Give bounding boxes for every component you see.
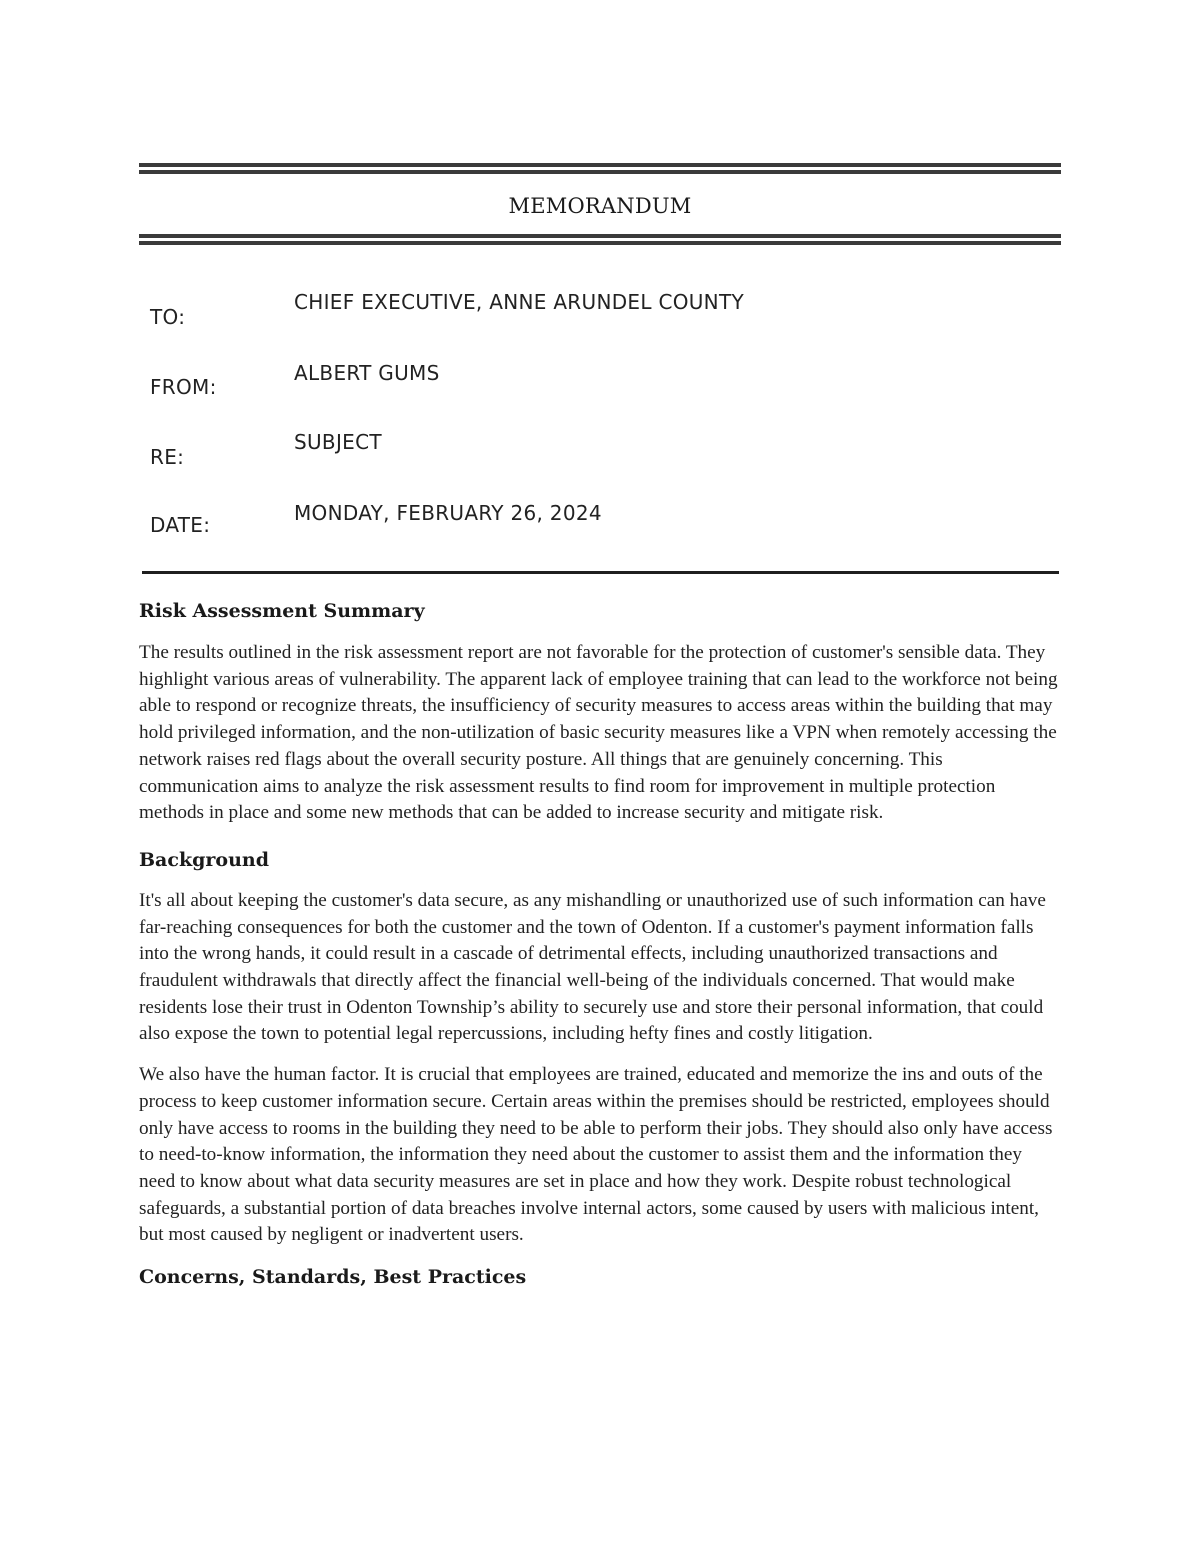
from-value: ALBERT GUMS: [294, 361, 440, 385]
bottom-rule: [139, 234, 1061, 248]
memo-body: [139, 596, 1061, 1292]
re-label: RE:: [150, 445, 185, 469]
background-heading: Background: [139, 848, 269, 871]
summary-heading: Risk Assessment Summary: [139, 600, 425, 622]
concerns-heading: Concerns, Standards, Best Practices: [139, 1266, 527, 1289]
to-label: TO:: [150, 305, 186, 329]
background-paragraph-1: It's all about keeping the customer's data secure, as any mishandling or unauthorized use of such information can have far-reaching consequences for both the customer and the town of Odenton. If a customer's payment information falls into the wrong hands, it could result in a cascade of detrimental effects, including unauthorized transactions and fraudulent withdrawals that directly affect the financial well-being of the individuals concerned. That would make residents lose their trust in Odenton Township’s ability to securely use and store their personal information, that could also expose the town to potential legal repercussions, including hefty fines and costly litigation.: [139, 889, 1046, 1045]
background-paragraph-2: We also have the human factor. It is crucial that employees are trained, educated and memorize the ins and outs of the process to keep customer information secure. Certain areas within the premises should be restricted, employees should only have access to rooms in the building they need to be able to perform their jobs. They should also only have access to need-to-know information, the information they need about the customer to assist them and the information they need to know about what data security measures are set in place and how they work. Despite robust technological safeguards, a substantial portion of data breaches involve internal actors, some caused by users with malicious intent, but most caused by negligent or inadvertent users.: [139, 1064, 1053, 1246]
summary-paragraph: The results outlined in the risk assessment report are not favorable for the protection of customer's sensible data. They highlight various areas of vulnerability. The apparent lack of employee training that can lead to the workforce not being able to respond or recognize threats, the insufficiency of security measures to access areas within the building that may hold privileged information, and the non-utilization of basic security measures like a VPN when remotely accessing the network raises red flags about the overall security posture. All things that are genuinely concerning. This communication aims to analyze the risk assessment results to find room for improvement in multiple protection methods in place and some new methods that can be added to increase security and mitigate risk.: [139, 642, 1058, 824]
top-rule: [139, 163, 1061, 177]
header-divider: [142, 571, 1059, 574]
date-value: MONDAY, FEBRUARY 26, 2024: [294, 501, 602, 525]
to-value: CHIEF EXECUTIVE, ANNE ARUNDEL COUNTY: [294, 290, 744, 314]
re-value: SUBJECT: [294, 430, 382, 454]
date-label: DATE:: [150, 513, 211, 537]
from-label: FROM:: [150, 375, 217, 399]
memo-title: MEMORANDUM: [508, 194, 692, 218]
